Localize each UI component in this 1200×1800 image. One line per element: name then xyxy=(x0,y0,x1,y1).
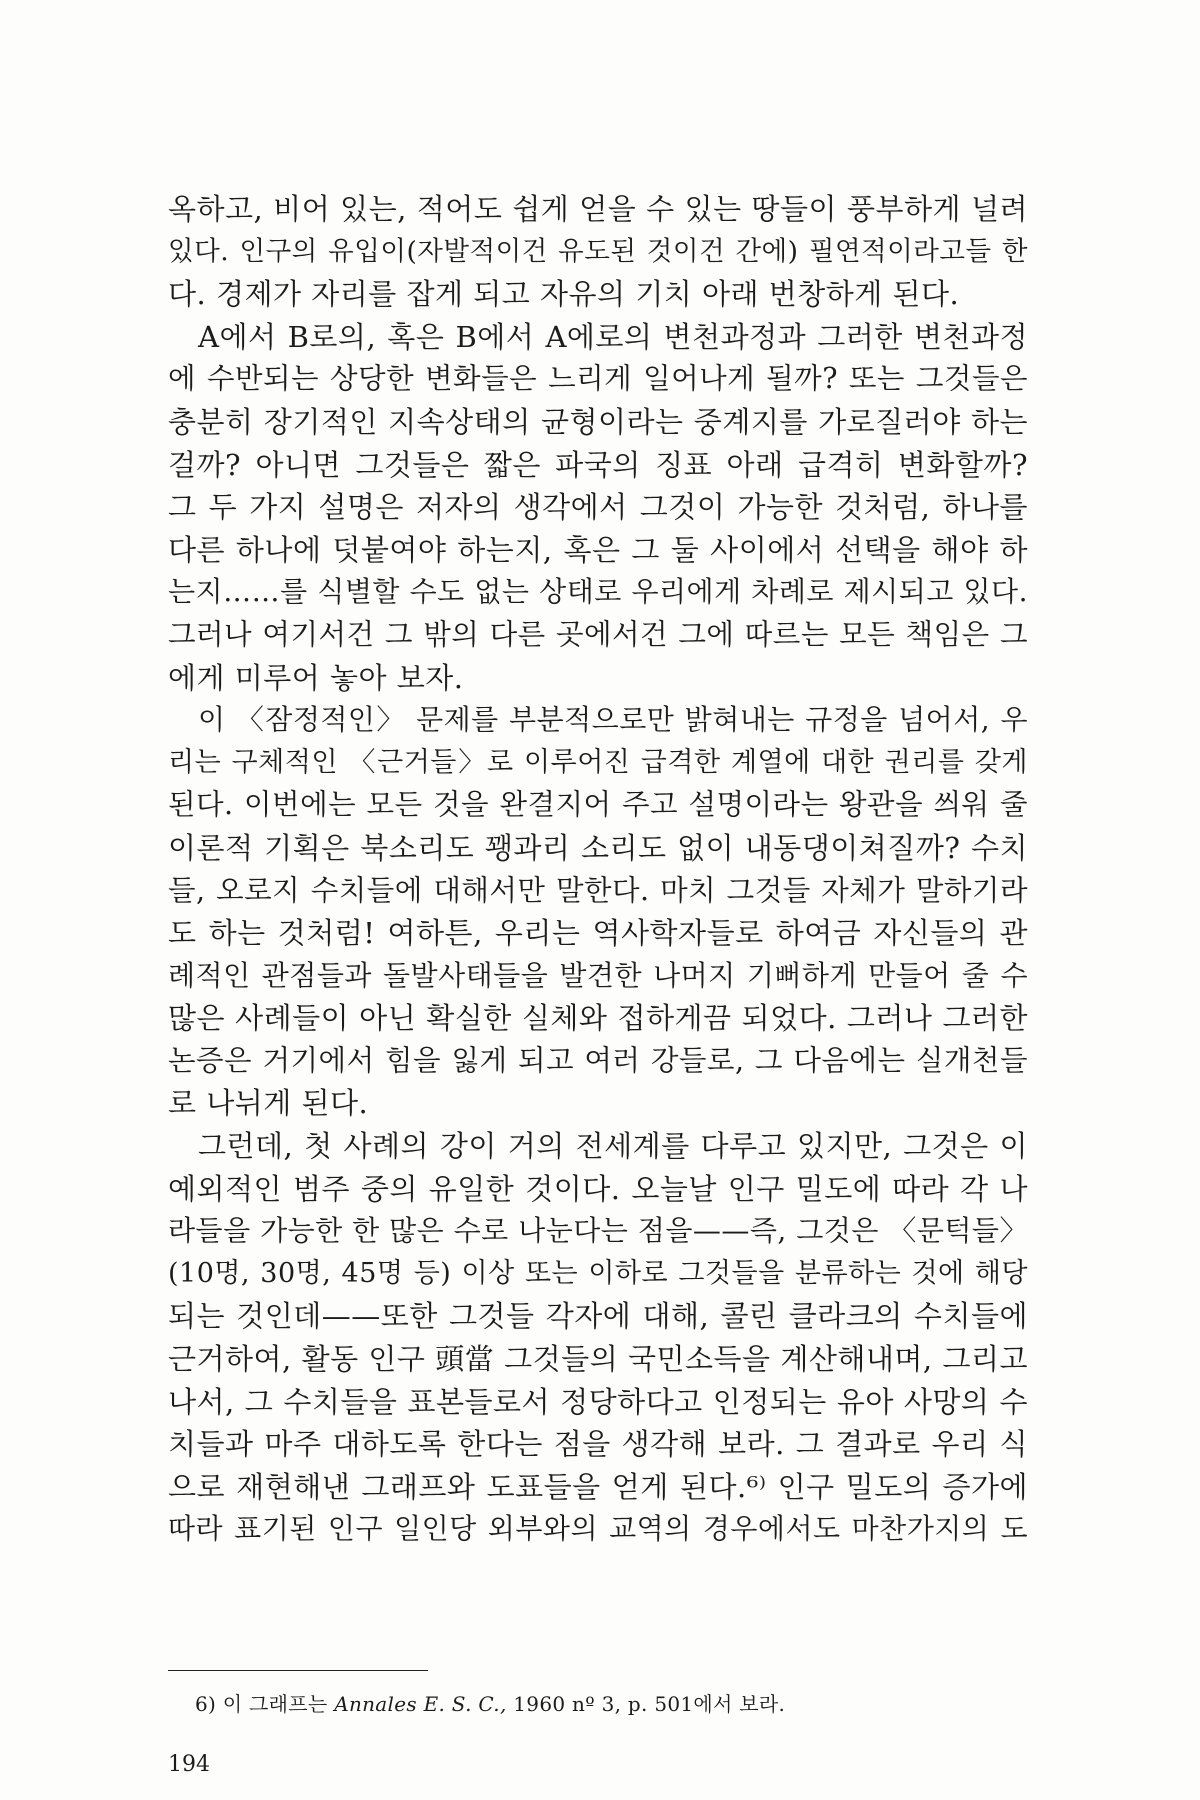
footnote-prefix: 6) 이 그래프는 xyxy=(195,1692,335,1716)
footnote xyxy=(195,1688,785,1717)
text-line: 다. 경제가 자리를 잡게 되고 자유의 기치 아래 번창하게 된다. xyxy=(168,277,960,312)
text-line: 도 하는 것처럼! 여하튼, 우리는 역사학자들로 하여금 자신들의 관 xyxy=(168,916,1028,951)
text-line: A에서 B로의, 혹은 B에서 A에로의 변천과정과 그러한 변천과정 xyxy=(198,319,1028,354)
body-text xyxy=(168,188,1028,1551)
footnote-journal: Annales E. S. C., xyxy=(334,1692,507,1716)
text-line: 들, 오로지 수치들에 대해서만 말한다. 마치 그것들 자체가 말하기라 xyxy=(168,873,1028,907)
text-line: 로 나뉘게 된다. xyxy=(168,1086,369,1121)
text-line: 된다. 이번에는 모든 것을 완결지어 주고 설명이라는 왕관을 씌워 줄 xyxy=(168,788,1028,822)
text-line: 근거하여, 활동 인구 頭當 그것들의 국민소득을 계산해내며, 그리고 xyxy=(168,1342,1028,1377)
text-line: 다른 하나에 덧붙여야 하는지, 혹은 그 둘 사이에서 선택을 해야 하 xyxy=(168,532,1028,567)
text-line: 으로 재현해낸 그래프와 도표들을 얻게 된다.⁶⁾ 인구 밀도의 증가에 xyxy=(168,1469,1028,1504)
text-line: 에게 미루어 놓아 보자. xyxy=(168,660,464,695)
text-line: 걸까? 아니면 그것들은 짧은 파국의 징표 아래 급격히 변화할까? xyxy=(168,447,1028,482)
text-line: 많은 사례들이 아닌 확실한 실체와 접하게끔 되었다. 그러나 그러한 xyxy=(168,1001,1028,1036)
text-line: 논증은 거기에서 힘을 잃게 되고 여러 강들로, 그 다음에는 실개천들 xyxy=(168,1043,1028,1077)
text-line: 이론적 기획은 북소리도 꽹과리 소리도 없이 내동댕이쳐질까? 수치 xyxy=(168,830,1028,865)
text-line: 예외적인 범주 중의 유일한 것이다. 오늘날 인구 밀도에 따라 각 나 xyxy=(168,1171,1028,1206)
footnote-suffix: 1960 nº 3, p. 501에서 보라. xyxy=(506,1692,786,1716)
text-line: 그러나 여기서건 그 밖의 다른 곳에서건 그에 따르는 모든 책임은 그 xyxy=(168,617,1028,651)
text-line: 옥하고, 비어 있는, 적어도 쉽게 얻을 수 있는 땅들이 풍부하게 널려 xyxy=(168,192,1028,226)
text-line: 례적인 관점들과 돌발사태들을 발견한 나머지 기뻐하게 만들어 줄 수 xyxy=(168,958,1028,992)
text-line: (10명, 30명, 45명 등) 이상 또는 이하로 그것들을 분류하는 것에 해당 xyxy=(168,1257,1028,1289)
footnote-divider xyxy=(168,1670,428,1671)
text-line: 그 두 가지 설명은 저자의 생각에서 그것이 가능한 것처럼, 하나를 xyxy=(168,490,1028,525)
text-line: 충분히 장기적인 지속상태의 균형이라는 중계지를 가로질러야 하는 xyxy=(168,404,1028,439)
text-line: 라들을 가능한 한 많은 수로 나눈다는 점을——즉, 그것은 〈문턱들〉 xyxy=(168,1214,1028,1248)
page-number: 194 xyxy=(168,1752,210,1777)
text-line: 에 수반되는 상당한 변화들은 느리게 일어나게 될까? 또는 그것들은 xyxy=(168,362,1028,396)
text-line: 는지……를 식별할 수도 없는 상태로 우리에게 차례로 제시되고 있다. xyxy=(168,575,1028,609)
text-line: 이 〈잠정적인〉 문제를 부분적으로만 밝혀내는 규정을 넘어서, 우 xyxy=(198,703,1028,737)
text-line: 되는 것인데——또한 그것들 각자에 대해, 콜린 클라크의 수치들에 xyxy=(168,1299,1028,1334)
text-line: 따라 표기된 인구 일인당 외부와의 교역의 경우에서도 마찬가지의 도 xyxy=(168,1512,1028,1546)
text-line: 있다. 인구의 유입이(자발적이건 유도된 것이건 간에) 필연적이라고들 한 xyxy=(168,235,1028,267)
text-line: 그런데, 첫 사례의 강이 거의 전세계를 다루고 있지만, 그것은 이 xyxy=(198,1129,1028,1164)
text-line: 나서, 그 수치들을 표본들로서 정당하다고 인정되는 유아 사망의 수 xyxy=(168,1384,1028,1419)
text-line: 치들과 마주 대하도록 한다는 점을 생각해 보라. 그 결과로 우리 식 xyxy=(168,1427,1028,1462)
text-line: 리는 구체적인 〈근거들〉로 이루어진 급격한 계열에 대한 권리를 갖게 xyxy=(168,746,1028,778)
